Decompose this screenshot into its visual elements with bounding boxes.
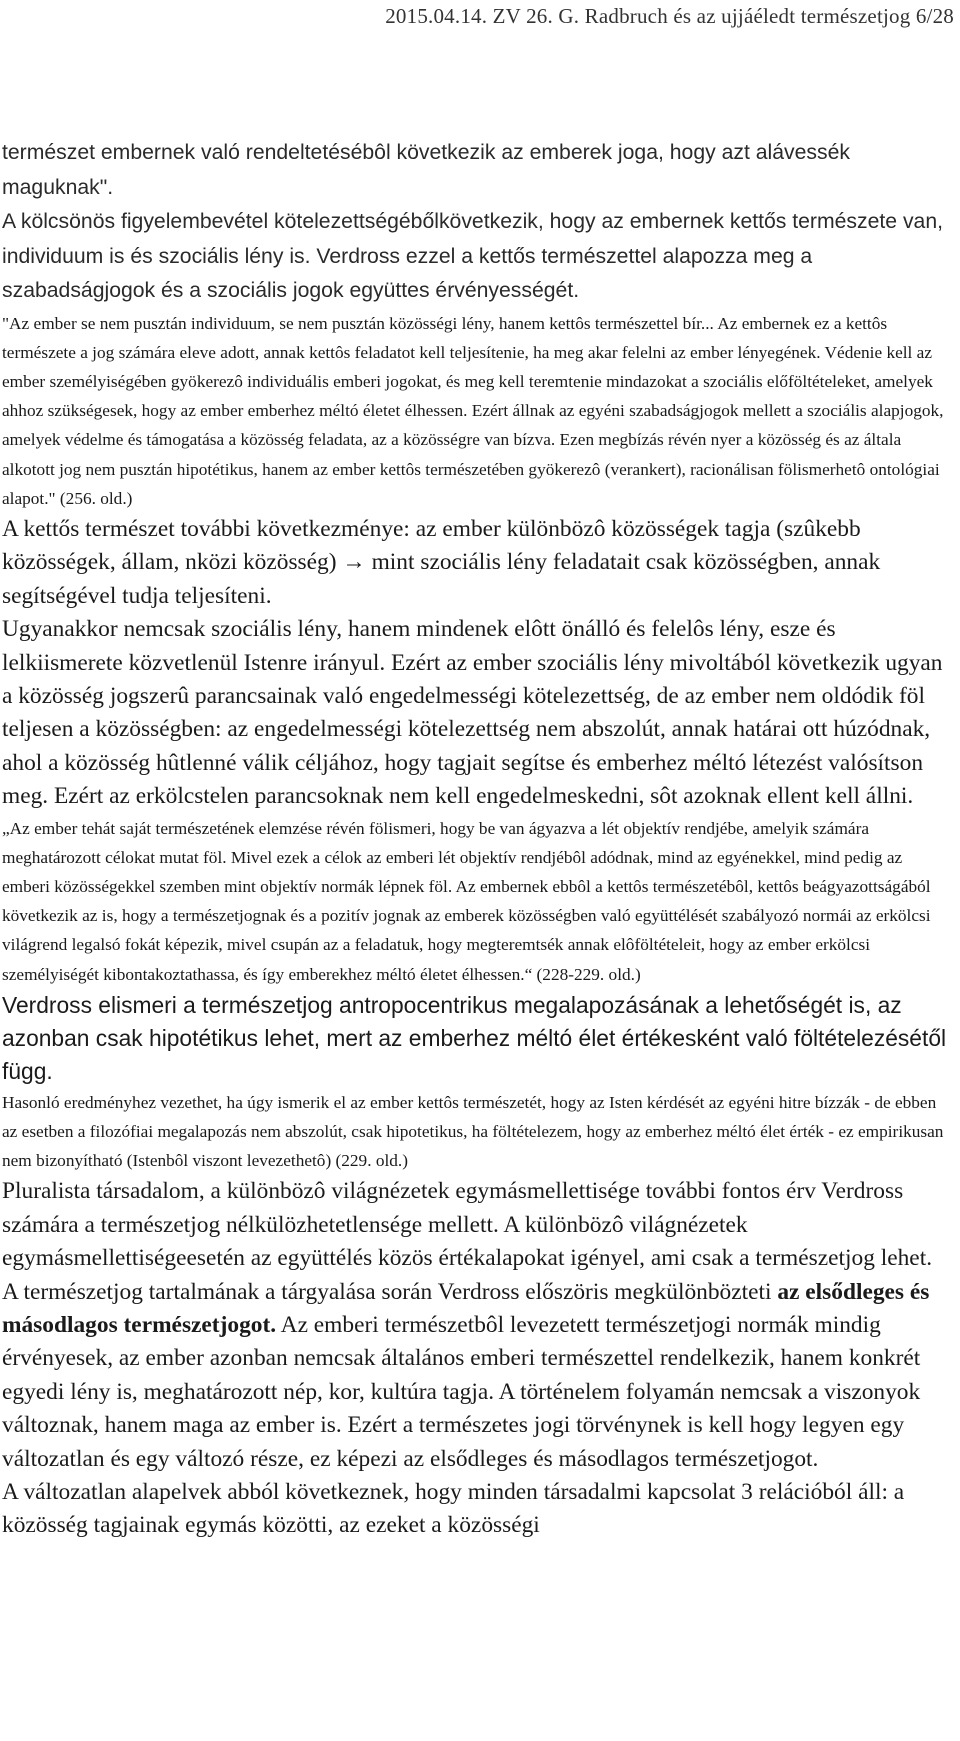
quote-2: „Az ember tehát saját természetének elemzése révén fölismeri, hogy be van ágyazva a lét objektív rendjébe, amelyik számára meghatározott célokat mutat föl. Mivel ezek a célok az emberi lét objektív rendjébôl adódnak, mind az egyénekkel, mind pedig az emberi közösségekkel szemben mint objektív normák lépnek föl. Az embernek ebbôl a kettôs természetébôl, kettôs beágyazottságából következik az is, hogy a természetjognak és a pozitív jognak az emberek közösségben való együttélését szabályozó normái az erkölcsi világrend legalsó fokát képezik, mivel csupán az a feladatuk, hogy megteremtsék annak elôföltételeit, hogy az ember erkölcsi személyiségét kibontakoztathassa, és így emberekhez méltó életet élhessen.“ (228-229. old.) xyxy=(2,818,931,984)
paragraph-6: Hasonló eredményhez vezethet, ha úgy ismerik el az ember kettôs természetét, hogy az Isten kérdését az egyéni hitre bízzák - de ebben az esetben a filozófiai megalapozás nem abszolút, csak hipotetikus, ha föltételezem, hogy az emberhez méltó élet érték - ez empirikusan nem bizonyítható (Istenbôl viszont levezethetô) (229. old.) xyxy=(2,1092,944,1171)
quote-1: "Az ember se nem pusztán individuum, se nem pusztán közösségi lény, hanem kettôs természettel bír... Az embernek ez a kettôs természete a jog számára eleve adott, annak kettôs feladatot kell teljesítenie, ha meg akar felelni az ember lényegének. Védenie kell az ember személyiségében gyökerezô individuális emberi jogokat, és meg kell teremtenie mindazokat a szociális előföltételeket, amelyek ahhoz szükségesek, hogy az ember emberhez méltó életet élhessen. Ezért állnak az egyéni szabadságjogok mellett a szociális alapjogok, amelyek védelme és támogatása a közösség feladata, az a közösségre van bízva. Ezen megbízás révén nyer a közösség és az általa alkotott jog nem pusztán hipotétikus, hanem az ember kettôs természetében gyökerezô (verankert), racionálisan fölismerhetô ontológiai alapot." (256. old.) xyxy=(2,313,944,508)
paragraph-8 xyxy=(2,1276,948,1476)
paragraph-8-emphasis: az elsődleges és másodlagos természetjogot. xyxy=(2,1278,930,1339)
paragraph-1: természet embernek való rendeltetésébôl következik az emberek joga, hogy azt alávessék maguknak". xyxy=(2,141,850,199)
paragraph-3: A kettős természet további következménye: az ember különbözô közösségek tagja (szûkebb közösségek, állam, nközi közösség) → mint szociális lény feladatait csak közösségben, annak segítségével tudja teljesíteni. xyxy=(2,515,881,609)
paragraph-2: A kölcsönös figyelembevétel kötelezettségébőlkövetkezik, hogy az embernek kettős természete van, individuum is és szociális lény is. Verdross ezzel a kettős természettel alapozza meg a szabadságjogok és a szociális jogok együttes érvényességét. xyxy=(2,210,943,302)
paragraph-7: Pluralista társadalom, a különbözô világnézetek egymásmellettisége további fontos érv Verdross számára a természetjog nélkülözhetetlensége mellett. A különbözô világnézetek egymásmellettiségeesetén az együttélés közös értékalapokat igényel, ami csak a természetjog lehet. xyxy=(2,1178,933,1272)
paragraph-5: Verdross elismeri a természetjog antropocentrikus megalapozásának a lehetőségét is, az azonban csak hipotétikus lehet, mert az emberhez méltó élet értékesként való föltételezésétől függ. xyxy=(2,991,947,1084)
paragraph-4: Ugyanakkor nemcsak szociális lény, hanem mindenek elôtt önálló és felelôs lény, esze és lelkiismerete közvetlenül Istenre irányul. Ezért az ember szociális lény mivoltából következik ugyan a közösség jogszerû parancsainak való engedelmességi kötelezettség, de az ember nem oldódik föl teljesen a közösségben: az engedelmességi kötelezettség nem abszolút, annak határai ott húzódnak, ahol a közösség hûtlenné válik céljához, hogy tagjait segítse és emberhez méltó létezést valósítson meg. Ezért az erkölcstelen parancsoknak nem kell engedelmeskedni, sôt azoknak ellent kell állni. xyxy=(2,616,943,810)
document-body xyxy=(2,136,948,1543)
paragraph-8-intro: A természetjog tartalmának a tárgyalása során Verdross előszöris megkülönbözteti xyxy=(2,1278,772,1305)
paragraph-8-body: Az emberi természetbôl levezetett természetjogi normák mindig érvényesek, az ember azonban nemcsak általános emberi természettel rendelkezik, hanem konkrét egyedi lény is, meghatározott nép, kor, kultúra tagja. A történelem folyamán nemcsak a viszonyok változnak, hanem maga az ember is. Ezért a természetes jogi törvénynek is kell hogy legyen egy változatlan és egy változó része, ez képezi az elsődleges és másodlagos természetjogot. xyxy=(2,1312,921,1472)
page-header: 2015.04.14. ZV 26. G. Radbruch és az ujjáéledt természetjog 6/28 xyxy=(385,4,954,28)
paragraph-9: A változatlan alapelvek abból következnek, hogy minden társadalmi kapcsolat 3 relációból áll: a közösség tagjainak egymás közötti, az ezeket a közösségi xyxy=(2,1479,905,1539)
